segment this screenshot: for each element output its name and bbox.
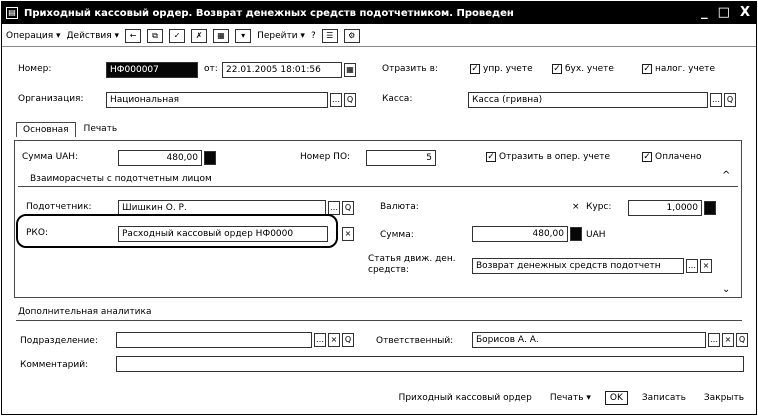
podotch-field[interactable]: Шишкин О. Р. [118, 200, 326, 216]
kassa-field[interactable]: Касса (гривна) [468, 92, 708, 108]
select-ellipsis-icon[interactable]: … [708, 333, 720, 347]
responsible-label: Ответственный: [376, 336, 454, 346]
paid-checkbox[interactable] [642, 152, 701, 162]
help-button[interactable]: ? [310, 30, 316, 41]
calculator-icon[interactable] [204, 151, 216, 165]
document-window [1, 1, 757, 415]
settlements-group-title: Взаиморасчеты с подотчетным лицом [30, 174, 212, 184]
podotch-label: Подотчетник: [26, 202, 92, 212]
search-icon[interactable]: Q [342, 201, 354, 215]
comment-label: Комментарий: [20, 360, 89, 370]
amount-label: Сумма: [380, 230, 414, 240]
amount-currency: UAH [586, 230, 606, 240]
search-icon[interactable]: Q [736, 333, 748, 347]
organization-field[interactable]: Национальная [106, 92, 328, 108]
number-label: Номер: [18, 64, 52, 74]
number-field[interactable]: НФ000007 [106, 62, 198, 78]
settings-icon[interactable]: ⚙ [344, 29, 360, 43]
select-ellipsis-icon[interactable]: … [314, 333, 326, 347]
pko-print-form-button[interactable]: Приходный кассовый ордер [398, 393, 532, 403]
close-button[interactable]: Закрыть [703, 393, 744, 403]
reflect-nalog-label: налог. учете [655, 64, 716, 74]
search-icon[interactable]: Q [344, 93, 356, 107]
responsible-field[interactable]: Борисов А. А. [472, 332, 706, 348]
analytics-group-title: Дополнительная аналитика [18, 307, 152, 317]
currency-label: Валюта: [380, 202, 419, 212]
division-label: Подразделение: [20, 336, 98, 346]
operation-menu[interactable]: Операция ▾ [6, 30, 61, 41]
search-icon[interactable]: Q [342, 333, 354, 347]
window-title: Приходный кассовый ордер. Возврат денежных средств подотчетником. Проведен [24, 7, 514, 19]
checkbox-check-icon: ✓ [471, 64, 479, 74]
select-ellipsis-icon[interactable]: … [328, 201, 340, 215]
tab-strip [16, 122, 125, 137]
toolbar [2, 25, 756, 47]
reflect-buh-checkbox[interactable] [552, 64, 614, 74]
checkbox-check-icon: ✓ [643, 152, 651, 162]
tab-main[interactable]: Основная [16, 122, 76, 137]
kassa-label: Касса: [382, 94, 413, 104]
post-icon[interactable]: ✓ [169, 29, 185, 43]
rko-field[interactable]: Расходный кассовый ордер НФ0000 [118, 226, 328, 242]
select-ellipsis-icon[interactable]: … [330, 93, 342, 107]
rko-label: РКО: [26, 228, 48, 238]
footer-bar [2, 387, 756, 409]
minimize-button[interactable]: _ [701, 5, 708, 20]
group-divider [18, 186, 738, 187]
unpost-icon[interactable]: ✗ [191, 29, 207, 43]
clear-icon[interactable]: × [328, 333, 340, 347]
rate-label: Курс: [586, 202, 612, 212]
copy-icon[interactable]: ⧉ [147, 29, 163, 43]
maximize-button[interactable]: □ [717, 5, 730, 20]
save-button[interactable]: Записать [641, 393, 686, 403]
clear-currency-icon[interactable]: × [572, 202, 580, 212]
reflect-oper-label: Отразить в опер. учете [499, 152, 611, 162]
movements-icon[interactable]: ▾ [235, 29, 251, 43]
npo-label: Номер ПО: [300, 152, 351, 162]
reflect-upr-label: упр. учете [483, 64, 533, 74]
print-menu-button[interactable]: Печать ▾ [549, 393, 591, 403]
collapse-chevron-icon[interactable]: ^ [722, 170, 731, 181]
document-icon: ▤ [6, 7, 18, 19]
clear-icon[interactable]: × [700, 259, 712, 273]
select-ellipsis-icon[interactable]: … [686, 259, 698, 273]
close-window-button[interactable]: X [739, 5, 750, 20]
paid-label: Оплачено [655, 152, 702, 162]
comment-field[interactable] [116, 356, 744, 372]
search-icon[interactable]: Q [724, 93, 736, 107]
structure-icon[interactable]: ▦ [213, 29, 229, 43]
sum-field[interactable]: 480,00 [118, 150, 202, 166]
amount-field[interactable]: 480,00 [472, 226, 568, 242]
reflect-upr-checkbox[interactable] [470, 64, 533, 74]
checkbox-check-icon: ✓ [553, 64, 561, 74]
reflect-label: Отразить в: [382, 64, 438, 74]
organization-label: Организация: [18, 94, 84, 104]
reflect-nalog-checkbox[interactable] [642, 64, 715, 74]
list-icon[interactable]: ☰ [322, 29, 338, 43]
actions-menu[interactable]: Действия ▾ [66, 30, 120, 41]
reflect-buh-label: бух. учете [565, 64, 614, 74]
tab-print[interactable]: Печать [78, 122, 124, 137]
analytics-divider [16, 320, 742, 321]
rate-field[interactable]: 1,0000 [628, 200, 702, 216]
cashflow-item-label: Статья движ. ден. средств: [368, 254, 456, 275]
cashflow-item-field[interactable]: Возврат денежных средств подотчетн [472, 258, 684, 274]
ok-button[interactable]: OK [605, 391, 628, 405]
reflect-oper-checkbox[interactable] [486, 152, 610, 162]
sum-label: Сумма UAH: [22, 152, 79, 162]
npo-field[interactable]: 5 [366, 150, 436, 166]
expand-chevron-icon[interactable]: ⌄ [722, 284, 731, 295]
goto-menu[interactable]: Перейти ▾ [257, 30, 305, 41]
division-field[interactable] [116, 332, 312, 348]
calculator-icon[interactable] [570, 227, 582, 241]
calendar-icon[interactable]: ▦ [344, 63, 356, 77]
select-ellipsis-icon[interactable]: … [710, 93, 722, 107]
title-bar [2, 2, 756, 24]
clear-icon[interactable]: × [342, 227, 354, 241]
checkbox-check-icon: ✓ [487, 152, 495, 162]
date-field[interactable]: 22.01.2005 18:01:56 [222, 62, 342, 78]
clear-icon[interactable]: × [722, 333, 734, 347]
checkbox-check-icon: ✓ [643, 64, 651, 74]
calculator-icon[interactable] [704, 201, 716, 215]
date-label: от: [204, 64, 218, 74]
back-arrow-icon[interactable]: ← [125, 29, 141, 43]
